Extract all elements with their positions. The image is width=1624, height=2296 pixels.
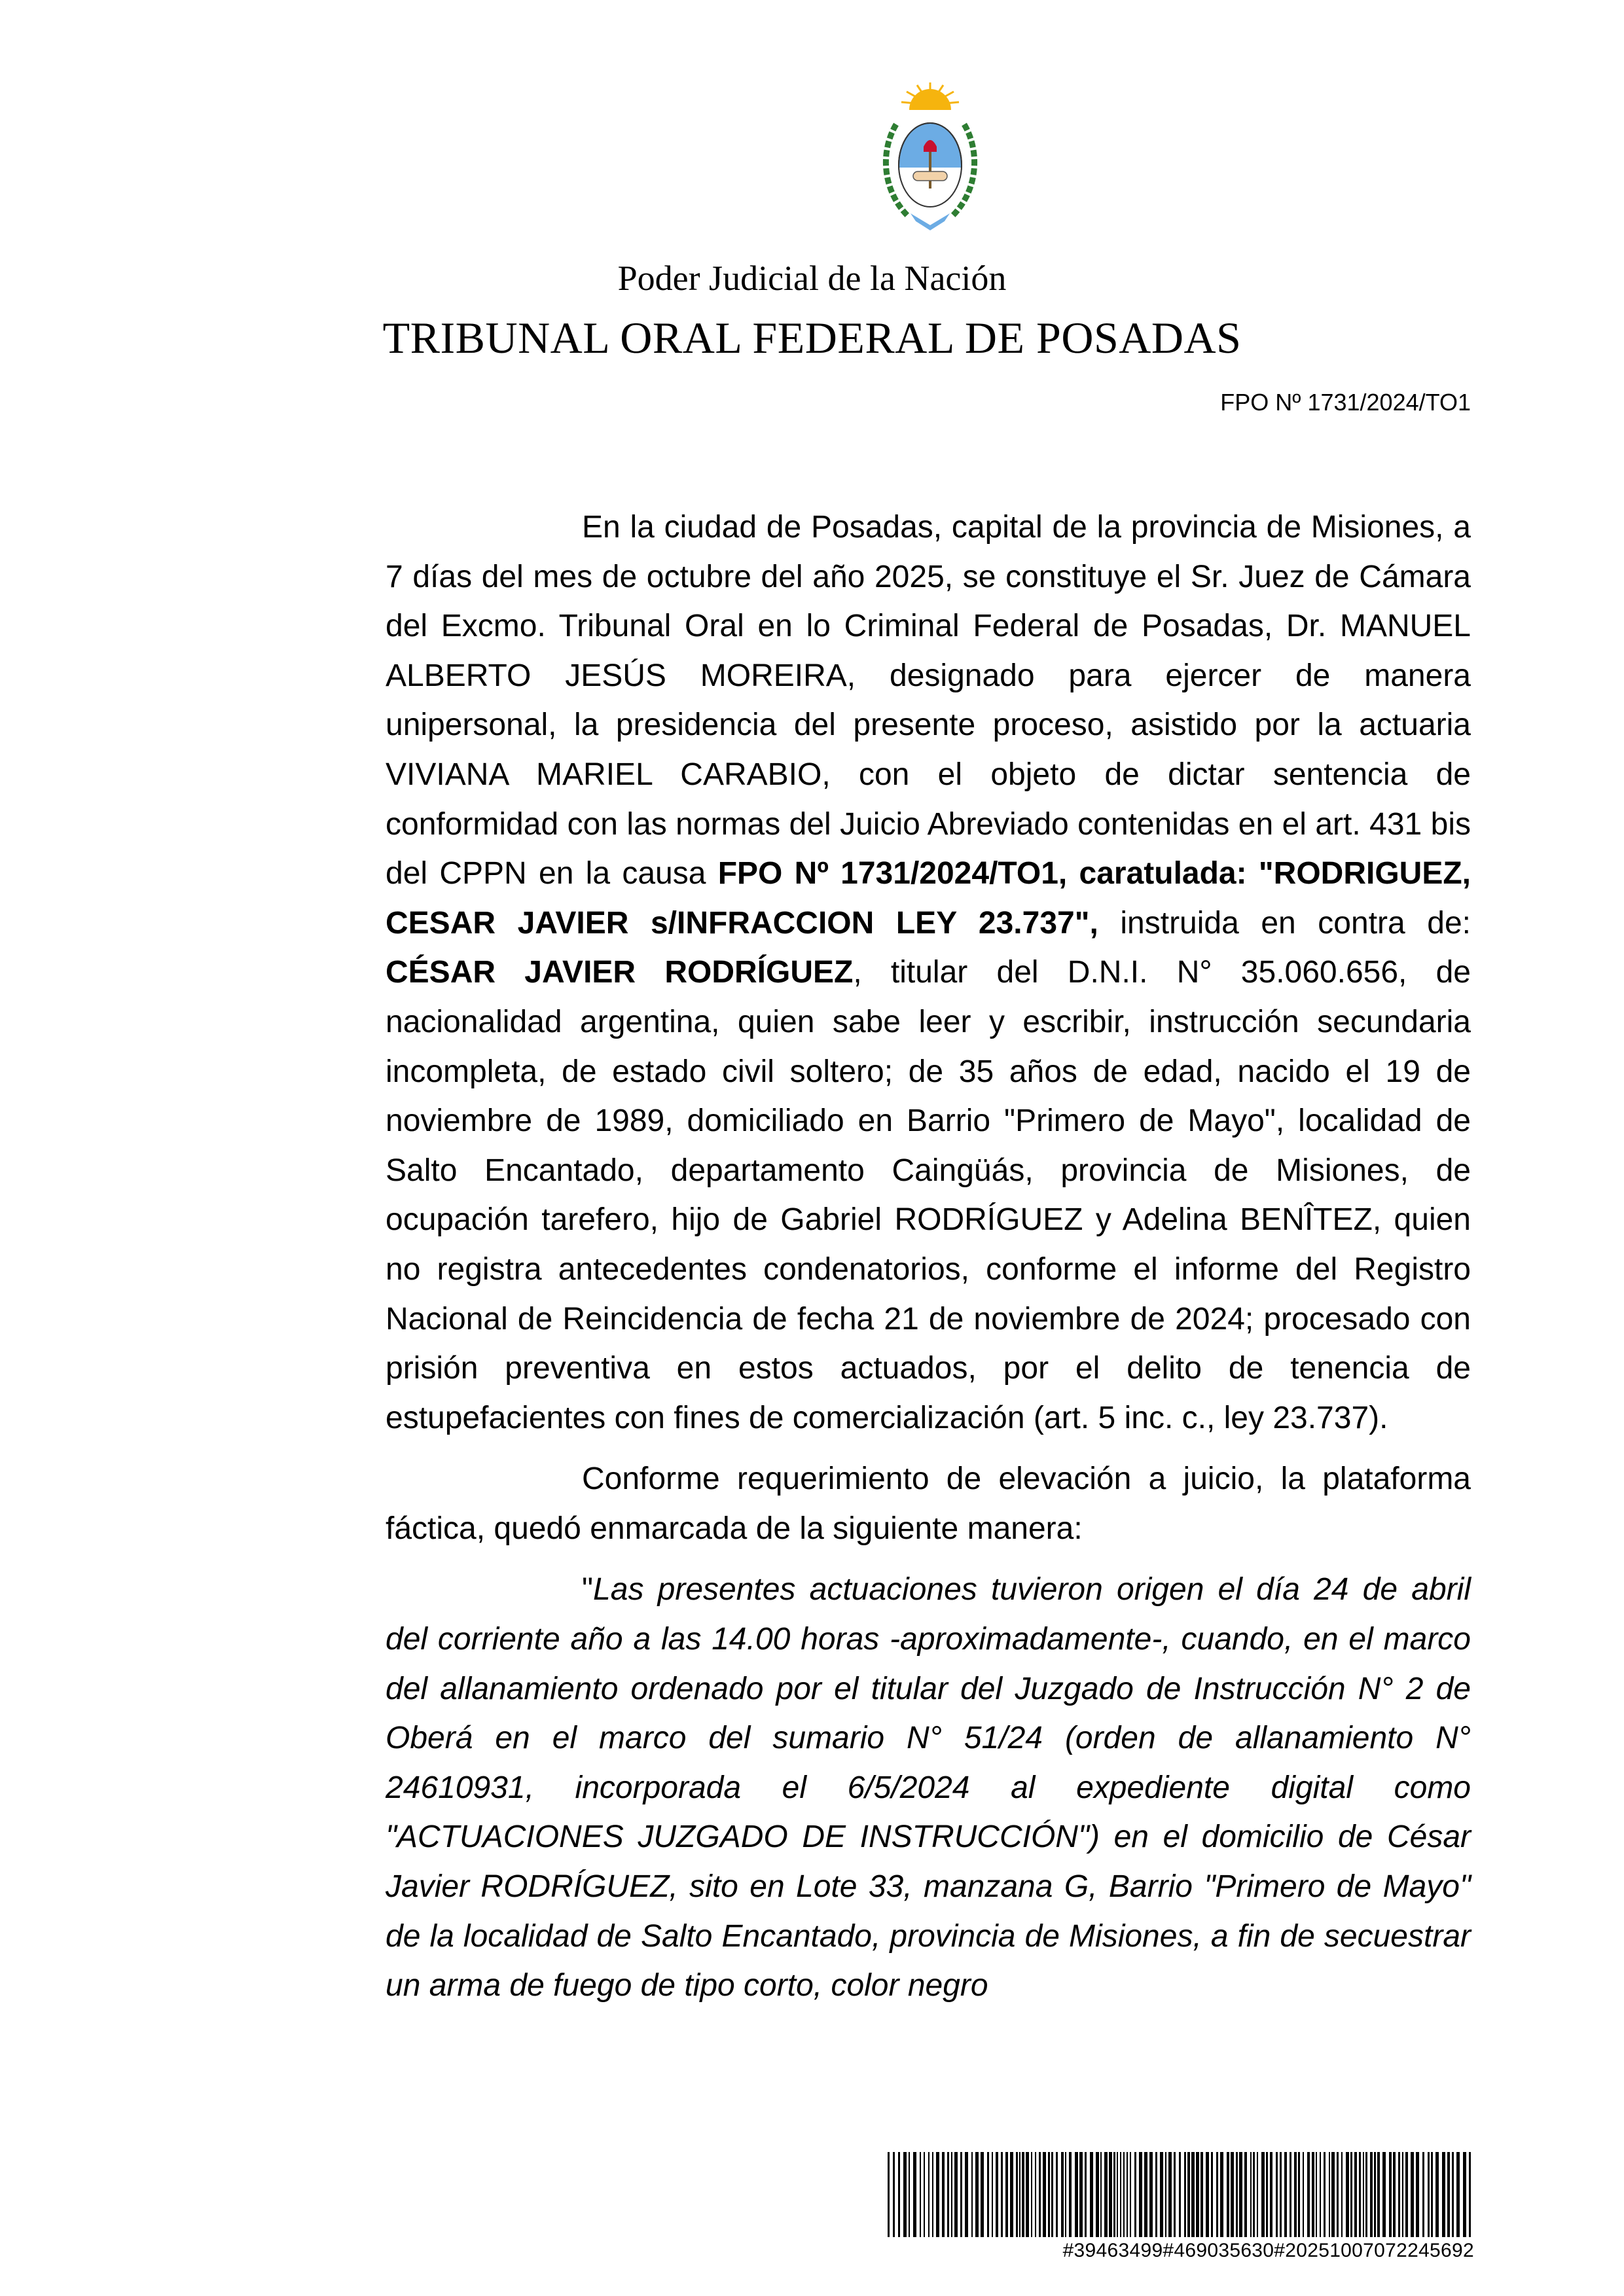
barcode-bar <box>1341 2152 1343 2237</box>
barcode-bar <box>1250 2152 1252 2237</box>
barcode-bar <box>1127 2152 1128 2237</box>
barcode-bar <box>1035 2152 1036 2237</box>
barcode-bar <box>1144 2152 1147 2237</box>
barcode-bar <box>1253 2152 1255 2237</box>
barcode-bar <box>975 2152 979 2237</box>
barcode-bar <box>1261 2152 1265 2237</box>
barcode-bar <box>1374 2152 1376 2237</box>
barcode-bar <box>1120 2152 1121 2237</box>
opening-paragraph <box>386 503 1471 1443</box>
barcode-bar <box>1316 2152 1317 2237</box>
barcode-bar <box>1026 2152 1029 2237</box>
barcode-bar <box>960 2152 962 2237</box>
barcode-bar <box>893 2152 895 2237</box>
barcode-bar <box>1051 2152 1053 2237</box>
barcode-bar <box>1211 2152 1213 2237</box>
barcode-bar <box>1350 2152 1352 2237</box>
barcode-bar <box>1187 2152 1190 2237</box>
barcode-bar <box>1134 2152 1136 2237</box>
barcode-bar <box>1065 2152 1066 2237</box>
barcode-bar <box>1168 2152 1172 2237</box>
barcode-bar <box>913 2152 916 2237</box>
barcode-bar <box>1196 2152 1199 2237</box>
document-body <box>386 503 1471 2011</box>
barcode-bar <box>1123 2152 1125 2237</box>
barcode-bar <box>1149 2152 1153 2237</box>
case-reference: FPO Nº 1731/2024/TO1 <box>1220 389 1471 416</box>
barcode-bar <box>1090 2152 1093 2237</box>
barcode-bar <box>1085 2152 1087 2237</box>
barcode-bar <box>1452 2152 1454 2237</box>
barcode-bar <box>1005 2152 1008 2237</box>
barcode-bar <box>1079 2152 1083 2237</box>
barcode-bar <box>1155 2152 1157 2237</box>
defendant-details: , titular del D.N.I. N° 35.060.656, de nacionalidad argentina, quien sabe leer y escribir, instrucción secundaria incompleta, de estado civil soltero; de 35 años de edad, nacido el 19 de noviembre de 1989, domiciliado en Barrio "Primero de Mayo", localidad de Salto Encantado, departamento Caingüás, provincia de Misiones, de ocupación tarefero, hijo de Gabriel RODRÍGUEZ y Adelina BENÎTEZ, quien no registra antecedentes condenatorios, conforme el informe del Registro Nacional de Reincidencia de fecha 21 de noviembre de 2024; procesado con prisión preventiva en estos actuados, por el delito de tenencia de estupefacientes con fines de comercialización (art. 5 inc. c., ley 23.737). <box>386 955 1471 1435</box>
barcode-bar <box>1447 2152 1450 2237</box>
barcode-bar <box>1031 2152 1032 2237</box>
barcode-bar <box>1075 2152 1078 2237</box>
barcode-bar <box>1416 2152 1419 2237</box>
barcode-bar <box>1061 2152 1064 2237</box>
defendant-name: CÉSAR JAVIER RODRÍGUEZ <box>386 955 854 990</box>
opening-text-2: instruida en contra de: <box>1098 905 1471 941</box>
barcode-bar <box>903 2152 907 2237</box>
barcode-bar <box>1010 2152 1013 2237</box>
barcode-bar <box>898 2152 900 2237</box>
barcode-bar <box>888 2152 890 2237</box>
barcode-bar <box>1139 2152 1142 2237</box>
barcode-bar <box>924 2152 925 2237</box>
barcode-bar <box>1236 2152 1238 2237</box>
barcode-bar <box>909 2152 910 2237</box>
barcode-bar <box>1231 2152 1234 2237</box>
barcode-bar <box>1001 2152 1003 2237</box>
barcode-bar <box>1276 2152 1278 2237</box>
barcode-bar <box>954 2152 958 2237</box>
barcode-bar <box>1389 2152 1392 2237</box>
factual-quote-text: Las presentes actuaciones tuvieron origen el día 24 de abril del corriente año a las 14.00 horas -aproximadamente-, cuando, en el marco del allanamiento ordenado por el titular del Juzgado de Instrucción N° 2 de Oberá en el marco del sumario N° 51/24 (orden de allanamiento N° 24610931, incorporada el 6/5/2024 al expediente digital como "ACTUACIONES JUZGADO DE INSTRUCCIÓN") en el domicilio de César Javier RODRÍGUEZ, sito en Lote 33, manzana G, Barrio "Primero de Mayo" de la localidad de Salto Encantado, provincia de Misiones, a fin de secuestrar un arma de fuego de tipo corto, color negro <box>386 1572 1471 2003</box>
barcode-bar <box>1370 2152 1373 2237</box>
barcode-bar <box>942 2152 945 2237</box>
barcode-bar <box>1398 2152 1400 2237</box>
barcode-bar <box>947 2152 949 2237</box>
barcode-bar <box>1104 2152 1108 2237</box>
barcode-bar <box>1220 2152 1223 2237</box>
barcode-bar <box>1056 2152 1058 2237</box>
barcode-bar <box>1354 2152 1357 2237</box>
barcode-bar <box>1303 2152 1304 2237</box>
barcode-bar <box>1365 2152 1367 2237</box>
barcode-bar <box>1422 2152 1424 2237</box>
barcode-bar <box>1431 2152 1433 2237</box>
barcode-bar <box>1411 2152 1414 2237</box>
barcode-bar <box>1363 2152 1364 2237</box>
barcode-bar <box>1096 2152 1099 2237</box>
barcode-bar <box>1402 2152 1403 2237</box>
barcode-bar <box>1294 2152 1297 2237</box>
barcode-bar <box>1266 2152 1268 2237</box>
judiciary-name: Poder Judicial de la Nación <box>617 259 1007 298</box>
barcode-bar <box>1048 2152 1050 2237</box>
barcode-bar <box>1019 2152 1020 2237</box>
opening-text: En la ciudad de Posadas, capital de la provincia de Misiones, a 7 días del mes de octubre del año 2025, se constituye el Sr. Juez de Cámara del Excmo. Tribunal Oral en lo Criminal Federal de Posadas, Dr. MANUEL ALBERTO JESÚS MOREIRA, designado para ejercer de manera unipersonal, la presidencia del presente proceso, asistido por la actuaria VIVIANA MARIEL CARABIO, con el objeto de dictar sentencia de conformidad con las normas del Juicio Abreviado contenidas en el art. 431 bis del CPPN en la causa <box>386 510 1471 891</box>
barcode-bar <box>951 2152 952 2237</box>
barcode-bar <box>1280 2152 1282 2237</box>
barcode-bar <box>1324 2152 1326 2237</box>
barcode-bar <box>1257 2152 1258 2237</box>
barcode-bar <box>1377 2152 1380 2237</box>
barcode-bar <box>1331 2152 1335 2237</box>
barcode-bar <box>932 2152 933 2237</box>
barcode-bar <box>1100 2152 1102 2237</box>
barcode-bar <box>1405 2152 1408 2237</box>
barcode-bar <box>1298 2152 1300 2237</box>
barcode-bar <box>1359 2152 1361 2237</box>
barcode-bar <box>1184 2152 1186 2237</box>
barcode-bar <box>1069 2152 1072 2237</box>
barcode-bar <box>1174 2152 1176 2237</box>
barcode-bar <box>1312 2152 1314 2237</box>
barcode-bar <box>1469 2152 1471 2237</box>
barcode-bar <box>1179 2152 1181 2237</box>
barcode-bar <box>1284 2152 1287 2237</box>
barcode-bar <box>1307 2152 1310 2237</box>
court-name: TRIBUNAL ORAL FEDERAL DE POSADAS <box>382 313 1242 363</box>
barcode-bar <box>1117 2152 1118 2237</box>
barcode-bar <box>1442 2152 1445 2237</box>
barcode-bar <box>920 2152 921 2237</box>
barcode-bar <box>1160 2152 1163 2237</box>
coat-of-arms-icon <box>871 79 989 236</box>
barcode-bar <box>1165 2152 1166 2237</box>
barcode-bar <box>1043 2152 1046 2237</box>
barcode-bar <box>1191 2152 1195 2237</box>
barcode-bar <box>1200 2152 1203 2237</box>
barcode-bar <box>1022 2152 1024 2237</box>
barcode-bar <box>996 2152 998 2237</box>
barcode-bar <box>1290 2152 1291 2237</box>
barcode-bar <box>1039 2152 1041 2237</box>
barcode-bar <box>1270 2152 1272 2237</box>
barcode-bar <box>1227 2152 1229 2237</box>
barcode-bar <box>987 2152 989 2237</box>
barcode-bar <box>1456 2152 1460 2237</box>
barcode-bar <box>1016 2152 1018 2237</box>
barcode-bar <box>1382 2152 1386 2237</box>
quote-mark: " <box>582 1572 594 1607</box>
barcode-bar <box>1320 2152 1321 2237</box>
barcode-bar <box>936 2152 939 2237</box>
case-caption: FPO Nº 1731/2024/TO1, caratulada: "RODRIGUEZ, CESAR JAVIER s/INFRACCION LEY 23.737", <box>386 856 1471 941</box>
barcode-bar <box>1109 2152 1112 2237</box>
barcode-bar <box>1113 2152 1115 2237</box>
barcode-bar <box>1428 2152 1430 2237</box>
barcode-bar <box>1337 2152 1339 2237</box>
barcode-bar <box>1435 2152 1439 2237</box>
document-barcode <box>885 2152 1474 2263</box>
barcode-bar <box>981 2152 984 2237</box>
barcode-bar <box>965 2152 968 2237</box>
barcode-bar <box>1329 2152 1330 2237</box>
barcode-bar <box>928 2152 929 2237</box>
barcode-number: #39463499#469035630#20251007072245692 <box>1062 2240 1474 2261</box>
barcode-bar <box>1216 2152 1218 2237</box>
factual-intro-paragraph: Conforme requerimiento de elevación a juicio, la plataforma fáctica, quedó enmarcada de la siguiente manera: <box>386 1462 1471 1546</box>
barcode-icon <box>885 2152 1474 2237</box>
factual-quote-paragraph <box>386 1565 1471 2010</box>
barcode-bar <box>971 2152 973 2237</box>
barcode-bar <box>992 2152 993 2237</box>
barcode-bar <box>1244 2152 1247 2237</box>
barcode-bar <box>1463 2152 1466 2237</box>
barcode-bar <box>1239 2152 1242 2237</box>
barcode-bar <box>1346 2152 1349 2237</box>
barcode-bar <box>1206 2152 1209 2237</box>
barcode-bar <box>1393 2152 1396 2237</box>
barcode-bar <box>1130 2152 1131 2237</box>
